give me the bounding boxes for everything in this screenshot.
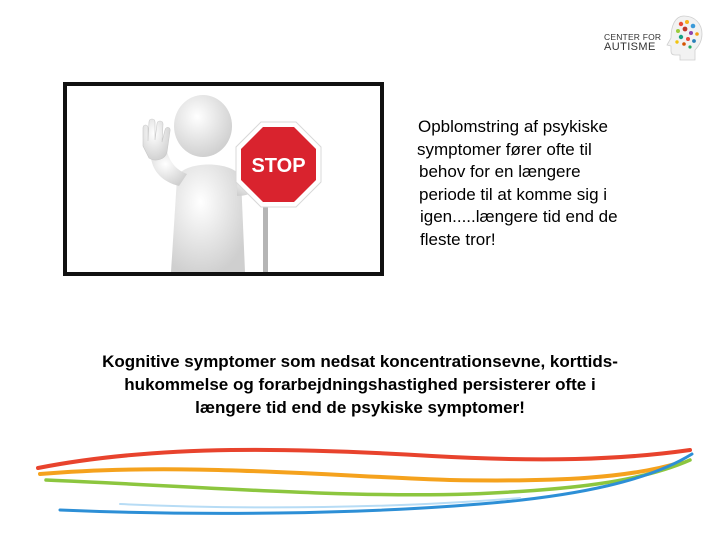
note-line-1: Opblomstring af psykiske	[418, 117, 608, 136]
cognitive-line-3: længere tid end de psykiske symptomer!	[195, 398, 525, 417]
stop-sign-icon	[236, 122, 321, 207]
cognitive-line-2: hukommelse og forarbejdningshastighed persisterer ofte i	[124, 375, 596, 394]
logo-line-1: CENTER FOR	[604, 32, 662, 42]
stop-figure-image	[63, 82, 384, 276]
note-line-3: behov for en længere	[419, 162, 581, 181]
colorful-head-icon	[664, 12, 704, 64]
note-line-6: fleste tror!	[420, 229, 496, 249]
stop-sign-text: STOP	[251, 155, 306, 177]
center-for-autisme-logo	[604, 12, 704, 64]
logo-wordmark	[604, 32, 661, 52]
cognitive-symptoms-text	[30, 350, 690, 419]
cognitive-line-1: Kognitive symptomer som nedsat koncentrationsevne, korttids-	[102, 352, 618, 371]
logo-line-2: AUTISME	[604, 41, 656, 53]
footer-swoosh-decoration	[0, 440, 720, 540]
note-line-4: periode til at komme sig i	[419, 184, 608, 204]
symptom-note	[418, 116, 708, 251]
note-line-2: symptomer fører ofte til	[417, 139, 592, 159]
note-line-5: igen.....længere tid end de	[420, 207, 618, 226]
